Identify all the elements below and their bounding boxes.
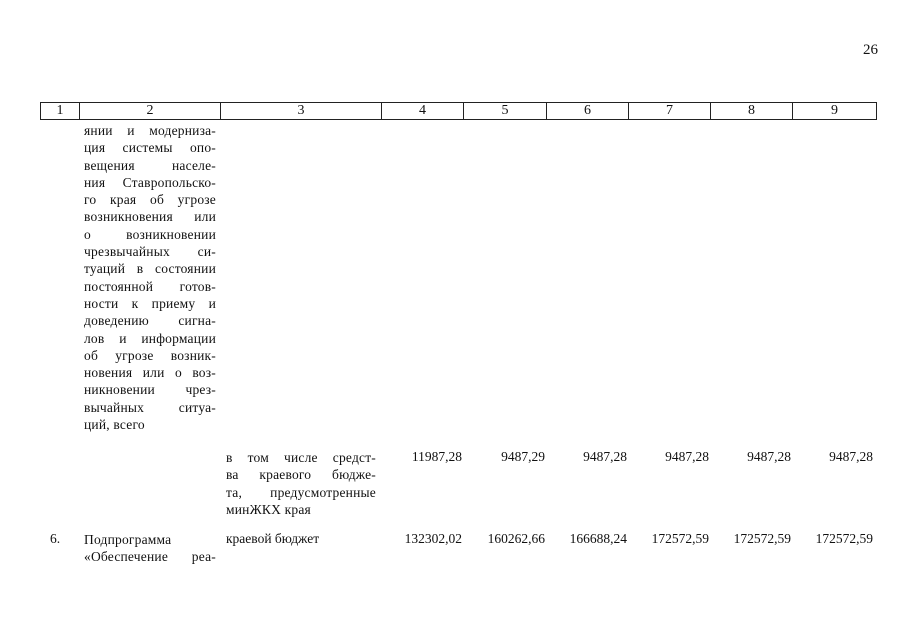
value-col-5: 160262,66 [487, 531, 545, 546]
header-col-4: 4 [382, 103, 464, 119]
description-line: ция системы опо- [84, 140, 216, 156]
header-col-1: 1 [41, 103, 80, 119]
description-line: чрезвычайных си- [84, 244, 216, 260]
value-col-6: 166688,24 [569, 531, 627, 546]
value-col-9: 9487,28 [829, 449, 873, 464]
funding-source-regional-budget: краевой бюджет [226, 531, 320, 546]
description-line: туаций в состоянии [84, 261, 216, 277]
description-line: вычайных ситуа- [84, 399, 216, 415]
description-line: постоянной готов- [84, 278, 216, 294]
page-number: 26 [863, 42, 878, 58]
description-line: о возникновении [84, 226, 216, 242]
header-col-9: 9 [831, 103, 838, 118]
description-line: об угрозе возник- [84, 347, 216, 363]
description-line: ния Ставропольско- [84, 174, 216, 190]
description-line: возникновения или [84, 209, 216, 225]
header-col-5: 5 [464, 103, 547, 119]
description-line: доведению сигна- [84, 313, 216, 329]
value-col-9: 172572,59 [815, 531, 873, 546]
value-col-4: 132302,02 [404, 531, 462, 546]
header-col-8: 8 [711, 103, 793, 119]
value-col-7: 172572,59 [651, 531, 709, 546]
description-line: вещения населе- [84, 157, 216, 173]
subprogram-line: «Обеспечение реа- [84, 549, 216, 565]
description-line: янии и модерниза- [84, 123, 216, 138]
value-col-6: 9487,28 [583, 449, 627, 464]
description-line: никновении чрез- [84, 382, 216, 398]
value-col-5: 9487,29 [501, 449, 545, 464]
subprogram-name [84, 531, 216, 566]
event-description [84, 122, 216, 433]
header-col-7: 7 [629, 103, 711, 119]
source-line: в том числе средст- [226, 450, 376, 465]
table-header-row [40, 102, 877, 120]
source-line: минЖКХ края [226, 501, 311, 517]
description-line: лов и информации [84, 330, 216, 346]
description-line: ности к приему и [84, 295, 216, 311]
source-line: та, предусмотренные [226, 484, 376, 500]
subprogram-line: Подпрограмма [84, 532, 172, 547]
value-col-8: 9487,28 [747, 449, 791, 464]
header-col-3: 3 [221, 103, 382, 119]
row-index: 6. [50, 531, 61, 546]
description-line: ций, всего [84, 417, 145, 433]
description-line: го края об угрозе [84, 192, 216, 208]
value-col-4: 11987,28 [411, 449, 462, 464]
header-col-2: 2 [80, 103, 221, 119]
value-col-7: 9487,28 [665, 449, 709, 464]
source-line: ва краевого бюдже- [226, 467, 376, 483]
header-col-6: 6 [547, 103, 629, 119]
description-line: новения или о воз- [84, 365, 216, 381]
value-col-8: 172572,59 [733, 531, 791, 546]
funding-source-regional-ministry [226, 449, 376, 518]
